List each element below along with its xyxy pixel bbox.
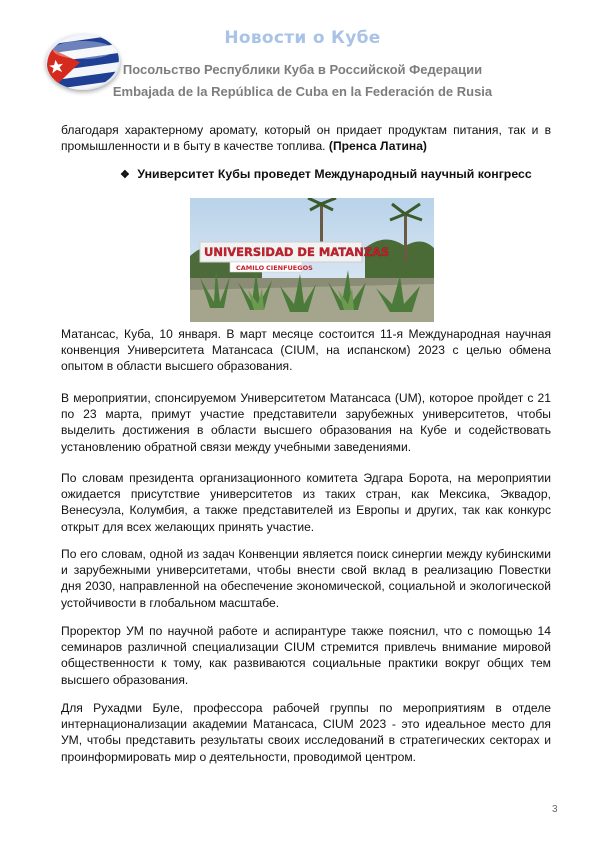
- sign-camilo-text: CAMILO: [236, 264, 265, 272]
- article-paragraph: По его словам, одной из задач Конвенции является поиск синергии между кубинскими и зарубежными университетами, чтобы внести свой вклад в реализацию Повестки дня 2030, направленной на обеспечение экономической, социальной и экологической устойчивости в глобальном масштабе.: [61, 547, 551, 610]
- article-body-part: [61, 700, 551, 765]
- article-body-part: [61, 623, 551, 688]
- continuation-text: благодаря характерному аромату, который он придает продуктам питания, так и в промышленности и в быту в качестве топлива.: [61, 123, 551, 154]
- embassy-name-russian: Посольство Республики Куба в Российской Федерации: [122, 62, 483, 77]
- article-paragraph: В мероприятии, спонсируемом Университетом Матансаса (UM), которое пройдет с 21 по 23 марта, примут участие представители зарубежных университетов, чтобы выделить достижения в области высшего образования на Кубе и содействовать установлению обратной связи между учебными заведениями.: [61, 391, 551, 454]
- sign-cienfuegos-text: CIENFUEGOS: [266, 264, 313, 272]
- article-body-part: [61, 390, 551, 455]
- article-paragraph: Проректор УМ по научной работе и аспирантуре также пояснил, что с помощью 14 семинаров различной специализации CIUM стремится привлечь внимание мировой общественности к тому, как развиваются социальные практики вокруг общих тем высшего образования.: [61, 624, 551, 687]
- article-heading: [120, 167, 532, 181]
- article-paragraph: Для Рухадми Буле, профессора рабочей группы по мероприятиям в отделе интернационализации академии Матансаса, CIUM 2023 - это идеальное место для УМ, чтобы представить результаты своих исследований в стратегических секторах и проинформировать мир о деятельности, проводимой центром.: [61, 701, 551, 764]
- article-heading-text: Университет Кубы проведет Международный научный конгресс: [137, 167, 532, 181]
- article-body: [61, 326, 551, 375]
- previous-article-ending: [61, 122, 551, 154]
- newsletter-title: Новости о Кубе: [224, 28, 381, 48]
- article-body-part: [61, 546, 551, 611]
- diamond-bullet-icon: ❖: [120, 169, 130, 181]
- article-body-part: [61, 470, 551, 535]
- news-source: (Пренса Латина): [328, 139, 427, 154]
- embassy-name-spanish: Embajada de la República de Cuba en la Federación de Rusia: [112, 84, 493, 99]
- university-sign-photo: [190, 198, 434, 322]
- sign-title-text: UNIVERSIDAD DE MATANZAS: [204, 245, 390, 259]
- article-paragraph: По словам президента организационного комитета Эдгара Борота, на мероприятии ожидается присутствие университетов из таких стран, как Мексика, Эквадор, Венесуэла, Колумбия, а также представителей из Европы и других, так как конкурс открыт для всех желающих принять участие.: [61, 471, 551, 534]
- page-number: 3: [552, 804, 558, 815]
- article-paragraph: Матансас, Куба, 10 января. В март месяце состоится 11-я Международная научная конвенция Университета Матансаса (CIUM, на испанском) 2023 с целью обмена опытом в области высшего образования.: [61, 327, 551, 374]
